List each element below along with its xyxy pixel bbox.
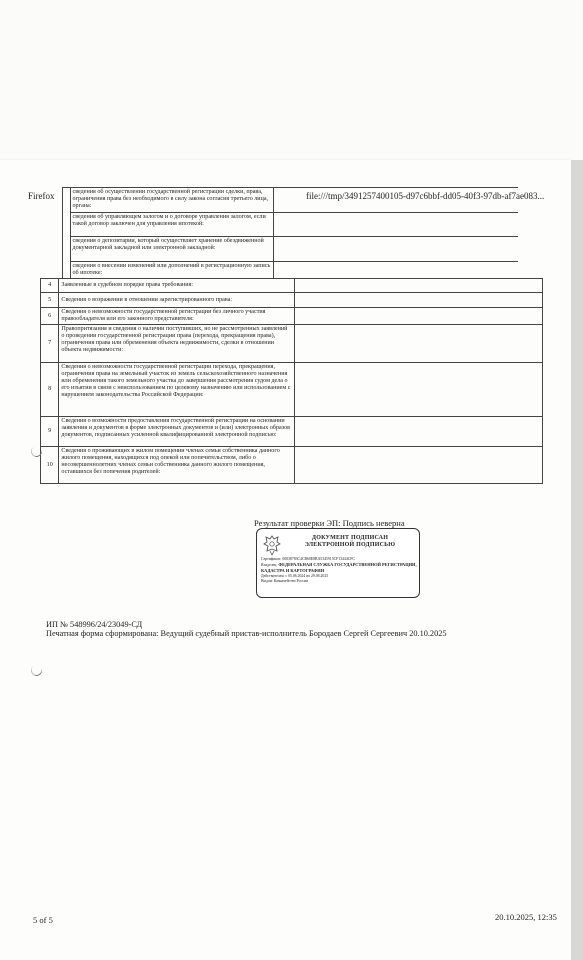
row-number: 7	[41, 325, 59, 363]
stamp-details	[261, 557, 417, 584]
print-header-app: Firefox	[28, 191, 55, 201]
table-cell	[273, 237, 518, 262]
row-number: 4	[41, 279, 59, 293]
table-cell	[62, 188, 70, 279]
row-value	[294, 447, 542, 484]
table-cell	[518, 237, 543, 262]
table-cell: сведения об осуществлении государственной регистрации сделки, права, ограничения права без необходимого в силу закона согласия третьего лица, органа:	[70, 188, 273, 213]
row-value	[294, 308, 542, 325]
row-text: Сведения о возможности предоставления государственной регистрации на основании заявления и документов в форме электронных документов и (или) электронных образов документов, подписанных усиленной квалифицированной электронной подписью:	[59, 417, 294, 447]
row-text: Сведения о невозможности государственной регистрации без личного участия правообладателя или его законного представителя:	[59, 308, 294, 325]
page-edge	[571, 160, 583, 960]
row-number: 10	[41, 447, 59, 484]
ip-number: ИП № 548996/24/23049-СД	[46, 620, 143, 629]
table-row	[40, 188, 543, 213]
coat-of-arms-icon	[263, 534, 281, 556]
row-text: Заявленные в судебном порядке права требования:	[59, 279, 294, 293]
registry-table	[40, 187, 543, 279]
row-text: Сведения о проживающих в жилом помещении членах семьи собственника данного жилого помещения, находящихся под опекой или попечительством, либо о несовершеннолетних членах семьи собственника данного жилого помещения, оставшихся без попечения родителей:	[59, 447, 294, 484]
stamp-heading	[285, 535, 415, 549]
stamp-title-line: ДОКУМЕНТ ПОДПИСАН	[311, 535, 389, 541]
row-text: Сведения о возражении в отношении зарегистрированного права:	[59, 293, 294, 308]
table-cell	[518, 188, 543, 213]
print-form-note: Печатная форма сформирована: Ведущий судебный пристав-исполнитель Бородаев Сергей Сергеевич 20.10.2025	[46, 629, 447, 638]
stamp-owner: ФЕДЕРАЛЬНАЯ СЛУЖБА ГОСУДАРСТВЕННОЙ РЕГИСТРАЦИИ, КАДАСТРА И КАРТОГРАФИИ	[261, 562, 417, 573]
table-cell	[40, 188, 62, 279]
stamp-title-line: ЭЛЕКТРОННОЙ ПОДПИСЬЮ	[304, 542, 396, 548]
table-row	[40, 262, 543, 279]
row-value	[294, 325, 542, 363]
print-datetime: 20.10.2025, 12:35	[495, 912, 557, 922]
table-cell: сведения об управляющем залогом и о договоре управления залогом, если такой договор заключен для управления ипотекой:	[70, 213, 273, 237]
case-info	[46, 620, 447, 638]
stamp-validity: Действителен: с 05.06.2024 по 29.08.2025	[261, 574, 329, 578]
table-row	[41, 308, 543, 325]
stamp-owner-line	[261, 562, 417, 574]
row-value	[294, 279, 542, 293]
table-row	[40, 213, 543, 237]
row-text: Сведения о невозможности государственной регистрации перехода, прекращения, ограничения права на земельный участок из земель сельскохозяйственного назначения или обременения такого земельного участка до завершения рассмотрения судом дела о его изъятии в связи с неиспользованием по целевому назначению или использованием с нарушением законодательства Российской Федерации:	[59, 363, 294, 417]
table-row	[41, 363, 543, 417]
row-value	[294, 363, 542, 417]
row-number: 6	[41, 308, 59, 325]
row-value	[294, 417, 542, 447]
stamp-issuer: Выдан: Казначейство России	[261, 579, 308, 583]
registry-table-main	[40, 278, 543, 484]
page-counter: 5 of 5	[33, 915, 53, 925]
table-row	[41, 325, 543, 363]
table-cell: сведения о депозитарии, который осуществляет хранение обездвиженной документарной закладной или электронной закладной:	[70, 237, 273, 262]
table-cell	[273, 262, 518, 279]
row-number: 5	[41, 293, 59, 308]
signature-check-result: Результат проверки ЭП: Подпись неверна	[254, 518, 405, 528]
table-cell: сведения о внесении изменений или дополнений в регистрационную запись об ипотеке:	[70, 262, 273, 279]
stamp-owner-prefix: Владелец:	[261, 563, 278, 567]
stamp-certificate: Сертификат: 00838783C4CB60E8BA5345915CF13444CFC	[261, 557, 355, 561]
blank-area	[0, 0, 583, 160]
table-row	[41, 279, 543, 293]
table-cell	[518, 213, 543, 237]
row-number: 9	[41, 417, 59, 447]
table-row	[40, 237, 543, 262]
print-header-path: file:///tmp/3491257400105-d97c6bbf-dd05-40f3-97db-af7ae083...	[306, 191, 545, 201]
table-row	[41, 447, 543, 484]
signature-stamp	[256, 528, 420, 598]
table-cell	[273, 188, 518, 213]
row-text: Правопритязания и сведения о наличии поступивших, но не рассмотренных заявлений о проведении государственной регистрации права (перехода, прекращения права), ограничения права или обременения объекта недвижимости, сделки в отношении объекта недвижимости:	[59, 325, 294, 363]
table-row	[41, 293, 543, 308]
row-number: 8	[41, 363, 59, 417]
row-value	[294, 293, 542, 308]
table-cell	[273, 213, 518, 237]
table-row	[41, 417, 543, 447]
table-cell	[518, 262, 543, 279]
